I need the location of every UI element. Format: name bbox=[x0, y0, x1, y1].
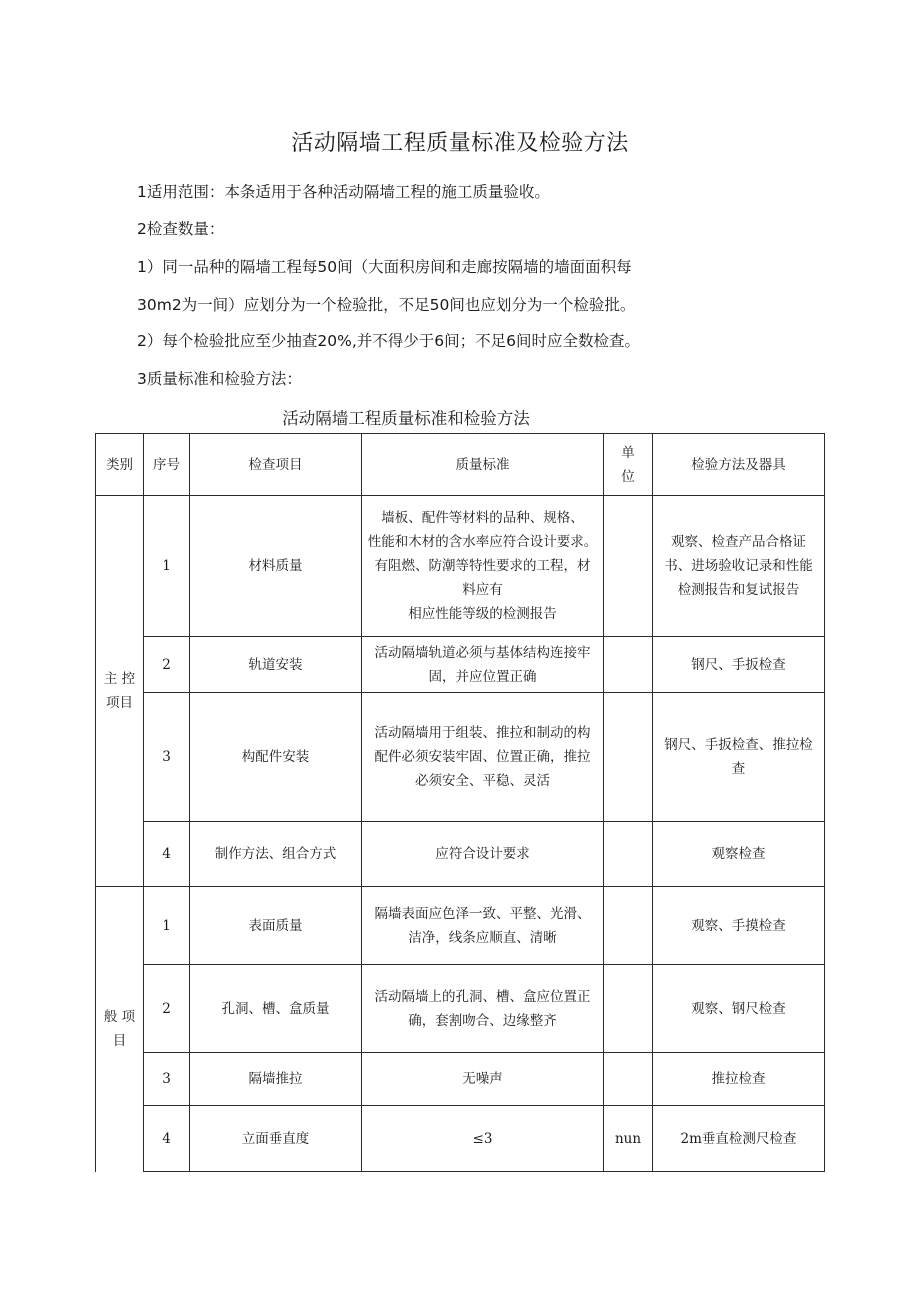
row-seq: 3 bbox=[144, 1053, 190, 1106]
category-main-control: 主 控 项目 bbox=[96, 496, 144, 887]
header-item: 检查项目 bbox=[190, 434, 362, 496]
row-item: 表面质量 bbox=[190, 887, 362, 965]
row-method: 观察、钢尺检查 bbox=[653, 965, 825, 1053]
row-unit bbox=[604, 965, 653, 1053]
quantity-heading: 2检查数量： bbox=[137, 220, 225, 238]
row-method: 推拉检查 bbox=[653, 1053, 825, 1106]
row-standard: 隔墙表面应色泽一致、平整、光滑、 洁净，线条应顺直、清晰 bbox=[362, 887, 604, 965]
row-unit: nun bbox=[604, 1106, 653, 1172]
row-method: 钢尺、手扳检查、推拉检 查 bbox=[653, 693, 825, 822]
table-row bbox=[96, 822, 825, 887]
header-standard: 质量标准 bbox=[362, 434, 604, 496]
row-item: 材料质量 bbox=[190, 496, 362, 637]
row-item: 立面垂直度 bbox=[190, 1106, 362, 1172]
row-standard: ≤3 bbox=[362, 1106, 604, 1172]
row-method: 观察、手摸检查 bbox=[653, 887, 825, 965]
row-method: 钢尺、手扳检查 bbox=[653, 637, 825, 693]
row-seq: 4 bbox=[144, 1106, 190, 1172]
table-row bbox=[96, 496, 825, 637]
standards-heading: 3质量标准和检验方法： bbox=[137, 370, 302, 388]
row-unit bbox=[604, 496, 653, 637]
quality-table bbox=[95, 433, 825, 1172]
row-item: 隔墙推拉 bbox=[190, 1053, 362, 1106]
row-unit bbox=[604, 1053, 653, 1106]
row-item: 构配件安装 bbox=[190, 693, 362, 822]
header-unit: 单 位 bbox=[604, 434, 653, 496]
row-method: 2m垂直检测尺检查 bbox=[653, 1106, 825, 1172]
row-standard: 应符合设计要求 bbox=[362, 822, 604, 887]
quantity-rule-1-line-2: 30m2为一间）应划分为一个检验批，不足50间也应划分为一个检验批。 bbox=[137, 296, 636, 314]
row-standard: 活动隔墙上的孔洞、槽、盒应位置正 确，套割吻合、边缘整齐 bbox=[362, 965, 604, 1053]
table-title: 活动隔墙工程质量标准和检验方法 bbox=[282, 409, 530, 428]
page-title: 活动隔墙工程质量标准及检验方法 bbox=[291, 131, 629, 156]
quantity-rule-2: 2）每个检验批应至少抽查20%,并不得少于6间；不足6间时应全数检查。 bbox=[137, 332, 640, 350]
table-row bbox=[96, 1053, 825, 1106]
row-unit bbox=[604, 887, 653, 965]
row-unit bbox=[604, 693, 653, 822]
header-category: 类别 bbox=[96, 434, 144, 496]
row-standard: 活动隔墙轨道必须与基体结构连接牢 固，并应位置正确 bbox=[362, 637, 604, 693]
row-standard: 活动隔墙用于组装、推拉和制动的构 配件必须安装牢固、位置正确，推拉 必须安全、平稳、灵活 bbox=[362, 693, 604, 822]
scope-paragraph: 1适用范围：本条适用于各种活动隔墙工程的施工质量验收。 bbox=[137, 183, 550, 201]
row-item: 孔洞、槽、盒质量 bbox=[190, 965, 362, 1053]
header-method: 检验方法及器具 bbox=[653, 434, 825, 496]
row-seq: 2 bbox=[144, 637, 190, 693]
category-general: 般 项 目 bbox=[96, 887, 144, 1172]
row-item: 制作方法、组合方式 bbox=[190, 822, 362, 887]
row-seq: 1 bbox=[144, 887, 190, 965]
row-item: 轨道安装 bbox=[190, 637, 362, 693]
table-row bbox=[96, 693, 825, 822]
quantity-rule-1-line-1: 1）同一品种的隔墙工程每50间（大面积房间和走廊按隔墙的墙面面积每 bbox=[137, 258, 632, 276]
row-unit bbox=[604, 637, 653, 693]
table-row bbox=[96, 887, 825, 965]
row-unit bbox=[604, 822, 653, 887]
row-seq: 4 bbox=[144, 822, 190, 887]
table-row bbox=[96, 1106, 825, 1172]
table-row bbox=[96, 965, 825, 1053]
row-method: 观察检查 bbox=[653, 822, 825, 887]
table-row bbox=[96, 637, 825, 693]
row-standard: 墙板、配件等材料的品种、规格、 性能和木材的含水率应符合设计要求。 有阻燃、防潮等特性要求的工程，材 料应有 相应性能等级的检测报告 bbox=[362, 496, 604, 637]
table-header-row bbox=[96, 434, 825, 496]
row-seq: 3 bbox=[144, 693, 190, 822]
row-seq: 1 bbox=[144, 496, 190, 637]
row-seq: 2 bbox=[144, 965, 190, 1053]
row-standard: 无噪声 bbox=[362, 1053, 604, 1106]
row-method: 观察、检查产品合格证 书、进场验收记录和性能 检测报告和复试报告 bbox=[653, 496, 825, 637]
header-seq: 序号 bbox=[144, 434, 190, 496]
